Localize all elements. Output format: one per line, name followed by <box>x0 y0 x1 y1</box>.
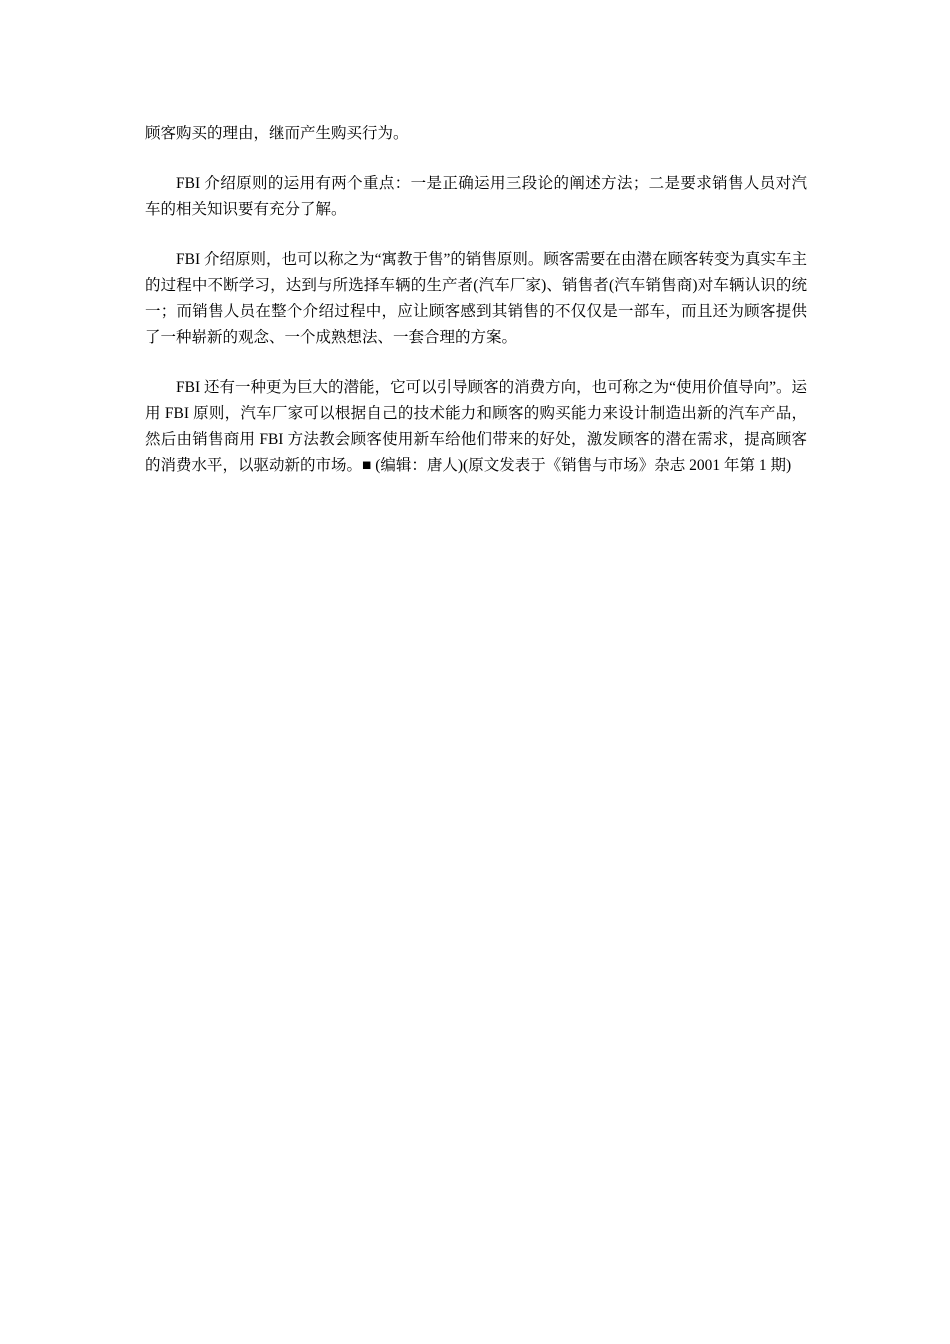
paragraph-fbi-key-points: FBI 介绍原则的运用有两个重点：一是正确运用三段论的阐述方法；二是要求销售人员对汽车的相关知识要有充分了解。 <box>145 175 807 218</box>
paragraph-continuation: 顾客购买的理由，继而产生购买行为。 <box>145 125 409 142</box>
paragraph-fbi-teaching-sales: FBI 介绍原则，也可以称之为“寓教于售”的销售原则。顾客需要在由潜在顾客转变为真实车主的过程中不断学习，达到与所选择车辆的生产者(汽车厂家)、销售者(汽车销售商)对车辆认识的统一；而销售人员在整个介绍过程中，应让顾客感到其销售的不仅仅是一部车，而且还为顾客提供了一种崭新的观念、一个成熟想法、一套合理的方案。 <box>145 251 807 346</box>
paragraph-fbi-potential: FBI 还有一种更为巨大的潜能，它可以引导顾客的消费方向，也可称之为“使用价值导向”。运用 FBI 原则，汽车厂家可以根据自己的技术能力和顾客的购买能力来设计制造出新的汽车产品，然后由销售商用 FBI 方法教会顾客使用新车给他们带来的好处，激发顾客的潜在需求，提高顾客的消费水平，以驱动新的市场。■ (编辑：唐人)(原文发表于《销售与市场》杂志 2001 年第 1 期) <box>145 379 807 474</box>
document-page <box>145 121 807 503</box>
